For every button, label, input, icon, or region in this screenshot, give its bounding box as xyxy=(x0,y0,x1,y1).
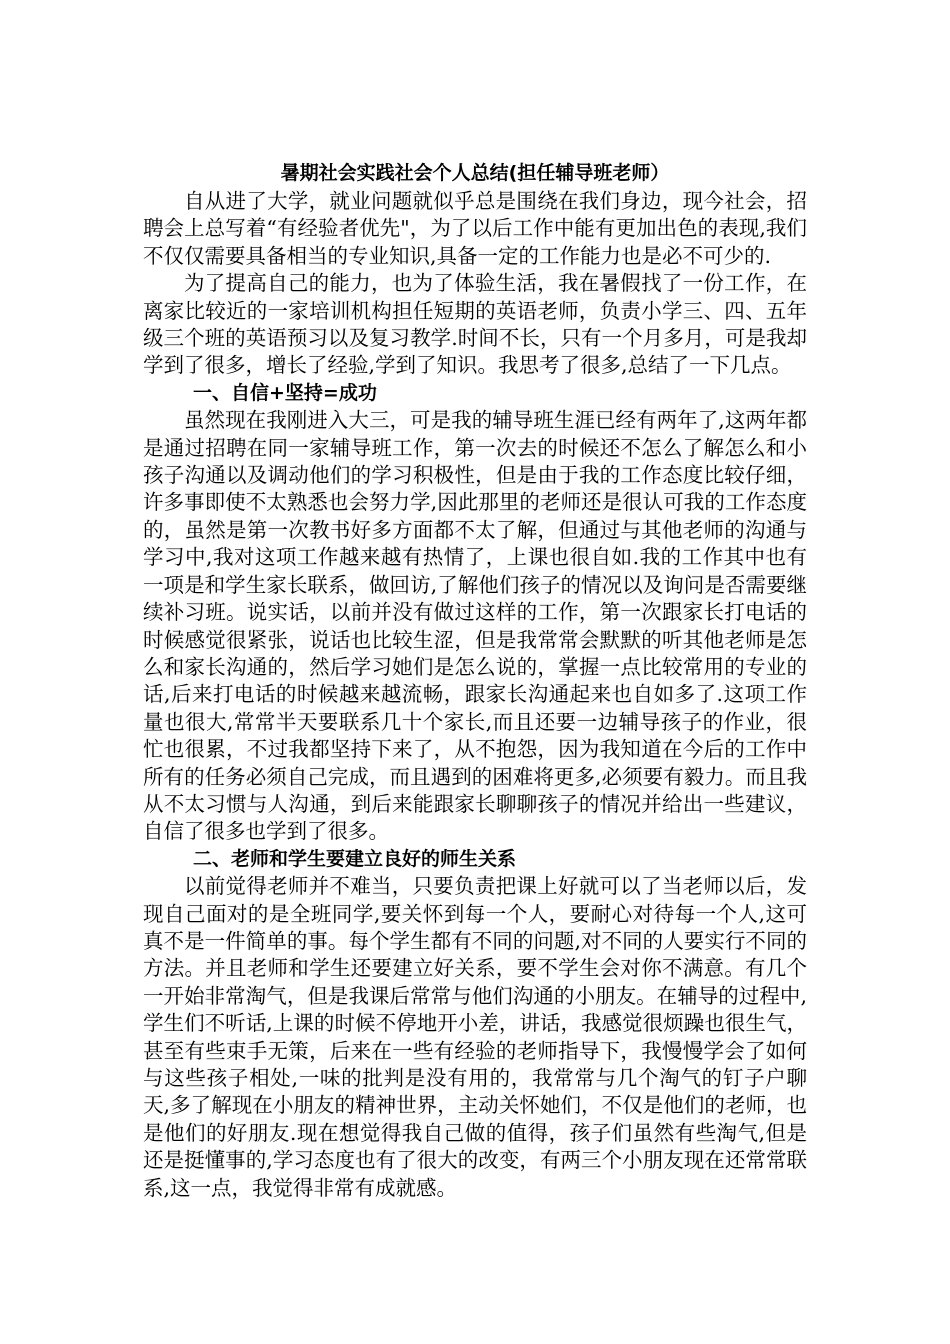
document-page xyxy=(143,160,807,1202)
section-2-paragraph: 以前觉得老师并不难当，只要负责把课上好就可以了当老师以后，发现自己面对的是全班同学,要关怀到每一个人，要耐心对待每一个人,这可真不是一件简单的事。每个学生都有不同的问题,对不同的人要实行不同的方法。并且老师和学生还要建立好关系，要不学生会对你不满意。有几个一开始非常淘气，但是我课后常常与他们沟通的小朋友。在辅导的过程中,学生们不听话,上课的时候不停地开小差，讲话，我感觉很烦躁也很生气，甚至有些束手无策，后来在一些有经验的老师指导下，我慢慢学会了如何与这些孩子相处,一味的批判是没有用的，我常常与几个淘气的钉子户聊天,多了解现在小朋友的精神世界，主动关怀她们，不仅是他们的老师，也是他们的好朋友.现在想觉得我自己做的值得，孩子们虽然有些淘气,但是还是挺懂事的,学习态度也有了很大的改变，有两三个小朋友现在还常常联系,这一点，我觉得非常有成就感。 xyxy=(143,874,807,1200)
intro-paragraph-1: 自从进了大学，就业问题就似乎总是围绕在我们身边，现今社会，招聘会上总写着“有经验者优先"，为了以后工作中能有更加出色的表现,我们不仅仅需要具备相当的专业知识,具备一定的工作能力也是必不可少的. xyxy=(143,189,807,268)
document-title: 暑期社会实践社会个人总结(担任辅导班老师） xyxy=(280,162,670,184)
intro-paragraph-2: 为了提高自己的能力，也为了体验生活，我在暑假找了一份工作，在离家比较近的一家培训机构担任短期的英语老师，负责小学三、四、五年级三个班的英语预习以及复习教学.时间不长，只有一个月多月，可是我却学到了很多，增长了经验,学到了知识。我思考了很多,总结了一下几点。 xyxy=(143,271,807,378)
section-1-paragraph: 虽然现在我刚进入大三，可是我的辅导班生涯已经有两年了,这两年都是通过招聘在同一家辅导班工作，第一次去的时候还不怎么了解怎么和小孩子沟通以及调动他们的学习积极性，但是由于我的工作态度比较仔细，许多事即使不太熟悉也会努力学,因此那里的老师还是很认可我的工作态度的，虽然是第一次教书好多方面都不太了解，但通过与其他老师的沟通与学习中,我对这项工作越来越有热情了，上课也很自如.我的工作其中也有一项是和学生家长联系，做回访,了解他们孩子的情况以及询问是否需要继续补习班。说实话，以前并没有做过这样的工作，第一次跟家长打电话的时候感觉很紧张，说话也比较生涩，但是我常常会默默的听其他老师是怎么和家长沟通的，然后学习她们是怎么说的，掌握一点比较常用的专业的话,后来打电话的时候越来越流畅，跟家长沟通起来也自如多了.这项工作量也很大,常常半天要联系几十个家长,而且还要一边辅导孩子的作业，很忙也很累，不过我都坚持下来了，从不抱怨，因为我知道在今后的工作中所有的任务必须自己完成，而且遇到的困难将更多,必须要有毅力。而且我从不太习惯与人沟通，到后来能跟家长聊聊孩子的情况并给出一些建议，自信了很多也学到了很多。 xyxy=(143,408,807,844)
section-1-heading: 一、自信+坚持=成功 xyxy=(193,381,377,404)
section-2-heading: 二、老师和学生要建立良好的师生关系 xyxy=(193,847,517,870)
